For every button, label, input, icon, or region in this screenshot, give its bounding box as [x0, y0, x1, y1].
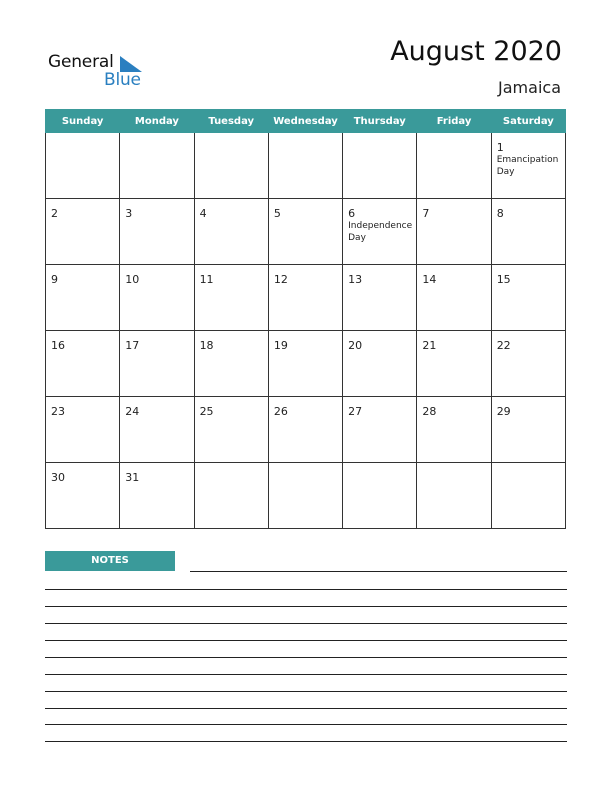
- day-number: 14: [422, 273, 437, 286]
- calendar-day-cell: [46, 397, 120, 463]
- day-number: 22: [496, 339, 511, 352]
- day-number: 31: [125, 471, 140, 484]
- day-number: 16: [51, 339, 65, 352]
- calendar-day-cell: [120, 397, 194, 463]
- calendar-day-cell: [343, 133, 417, 199]
- calendar-day-cell: [491, 331, 565, 397]
- notes-rule-line: [45, 691, 567, 692]
- notes-rule-line: [45, 589, 567, 590]
- weekday-header: Monday: [120, 110, 194, 133]
- holiday-label: Emancipation Day: [496, 155, 559, 177]
- day-number: 9: [51, 273, 58, 286]
- day-number: 8: [496, 207, 504, 220]
- day-number: 3: [125, 207, 133, 220]
- notes-rule-line: [45, 623, 567, 624]
- weekday-header: Wednesday: [268, 110, 342, 133]
- weekday-header-row: [46, 110, 566, 133]
- weekday-header: Thursday: [343, 110, 417, 133]
- calendar-day-cell: [46, 331, 120, 397]
- day-number: 19: [273, 339, 288, 352]
- notes-rule-line: [45, 640, 567, 641]
- brand-blue-text: Blue: [104, 70, 141, 90]
- calendar-day-cell: [343, 199, 417, 265]
- day-number: 27: [348, 405, 363, 418]
- notes-rule-line: [45, 724, 567, 725]
- brand-general-text: General: [48, 52, 114, 72]
- calendar-day-cell: [417, 133, 491, 199]
- calendar-day-cell: [194, 133, 268, 199]
- calendar-week-row: [46, 265, 566, 331]
- calendar-day-cell: [46, 199, 120, 265]
- page-title: August 2020: [390, 36, 562, 67]
- notes-rule-line: [45, 606, 567, 607]
- calendar-day-cell: [194, 265, 268, 331]
- country-name: Jamaica: [498, 78, 561, 97]
- weekday-header: Friday: [417, 110, 491, 133]
- notes-rule-line: [45, 741, 567, 742]
- calendar-week-row: [46, 199, 566, 265]
- day-number: 5: [273, 207, 281, 220]
- calendar-grid: [45, 109, 566, 529]
- calendar-day-cell: [417, 397, 491, 463]
- calendar-day-cell: [120, 199, 194, 265]
- calendar-day-cell: [120, 463, 194, 529]
- day-number: 13: [348, 273, 363, 286]
- day-number: 15: [496, 273, 511, 286]
- calendar-day-cell: [343, 331, 417, 397]
- calendar-day-cell: [417, 331, 491, 397]
- calendar-day-cell: [268, 331, 342, 397]
- calendar-day-cell: [268, 397, 342, 463]
- calendar-day-cell: [120, 331, 194, 397]
- weekday-header: Tuesday: [194, 110, 268, 133]
- weekday-header: Sunday: [46, 110, 120, 133]
- calendar-day-cell: [491, 199, 565, 265]
- calendar-day-cell: [46, 133, 120, 199]
- notes-label: NOTES: [45, 551, 175, 571]
- day-number: 25: [199, 405, 214, 418]
- calendar-day-cell: [46, 265, 120, 331]
- day-number: 30: [51, 471, 65, 484]
- calendar-day-cell: [417, 199, 491, 265]
- calendar-day-cell: [120, 133, 194, 199]
- day-number: 21: [422, 339, 437, 352]
- calendar-week-row: [46, 397, 566, 463]
- calendar-day-cell: [46, 463, 120, 529]
- day-number: 12: [273, 273, 288, 286]
- notes-rule-line: [45, 674, 567, 675]
- day-number: 18: [199, 339, 214, 352]
- day-number: 20: [348, 339, 363, 352]
- notes-rule-line: [45, 657, 567, 658]
- day-number: 17: [125, 339, 140, 352]
- day-number: 28: [422, 405, 437, 418]
- calendar-day-cell: [491, 265, 565, 331]
- calendar-week-row: [46, 463, 566, 529]
- notes-rule-line: [45, 708, 567, 709]
- calendar-week-row: [46, 133, 566, 199]
- day-number: 4: [199, 207, 207, 220]
- calendar-day-cell: [194, 199, 268, 265]
- day-number: 10: [125, 273, 140, 286]
- calendar-day-cell: [194, 463, 268, 529]
- calendar-day-cell: [491, 133, 565, 199]
- calendar-week-row: [46, 331, 566, 397]
- calendar-day-cell: [491, 397, 565, 463]
- calendar-day-cell: [491, 463, 565, 529]
- day-number: 29: [496, 405, 511, 418]
- calendar-day-cell: [194, 331, 268, 397]
- calendar-day-cell: [343, 265, 417, 331]
- calendar-day-cell: [343, 463, 417, 529]
- notes-rule-line: [190, 571, 567, 572]
- holiday-label: Independence Day: [348, 221, 413, 243]
- weekday-header: Saturday: [491, 110, 565, 133]
- calendar-day-cell: [120, 265, 194, 331]
- day-number: 11: [199, 273, 214, 286]
- calendar-day-cell: [194, 397, 268, 463]
- day-number: 7: [422, 207, 430, 220]
- calendar-day-cell: [417, 463, 491, 529]
- calendar-day-cell: [268, 463, 342, 529]
- calendar-day-cell: [417, 265, 491, 331]
- calendar-day-cell: [268, 265, 342, 331]
- day-number: 2: [51, 207, 58, 220]
- day-number: 23: [51, 405, 65, 418]
- day-number: 24: [125, 405, 140, 418]
- day-number: 26: [273, 405, 288, 418]
- brand-logo: [48, 52, 158, 94]
- day-number: 6: [348, 207, 356, 220]
- calendar-day-cell: [268, 199, 342, 265]
- calendar-day-cell: [343, 397, 417, 463]
- calendar-body: [46, 133, 566, 529]
- calendar-day-cell: [268, 133, 342, 199]
- day-number: 1: [496, 141, 504, 154]
